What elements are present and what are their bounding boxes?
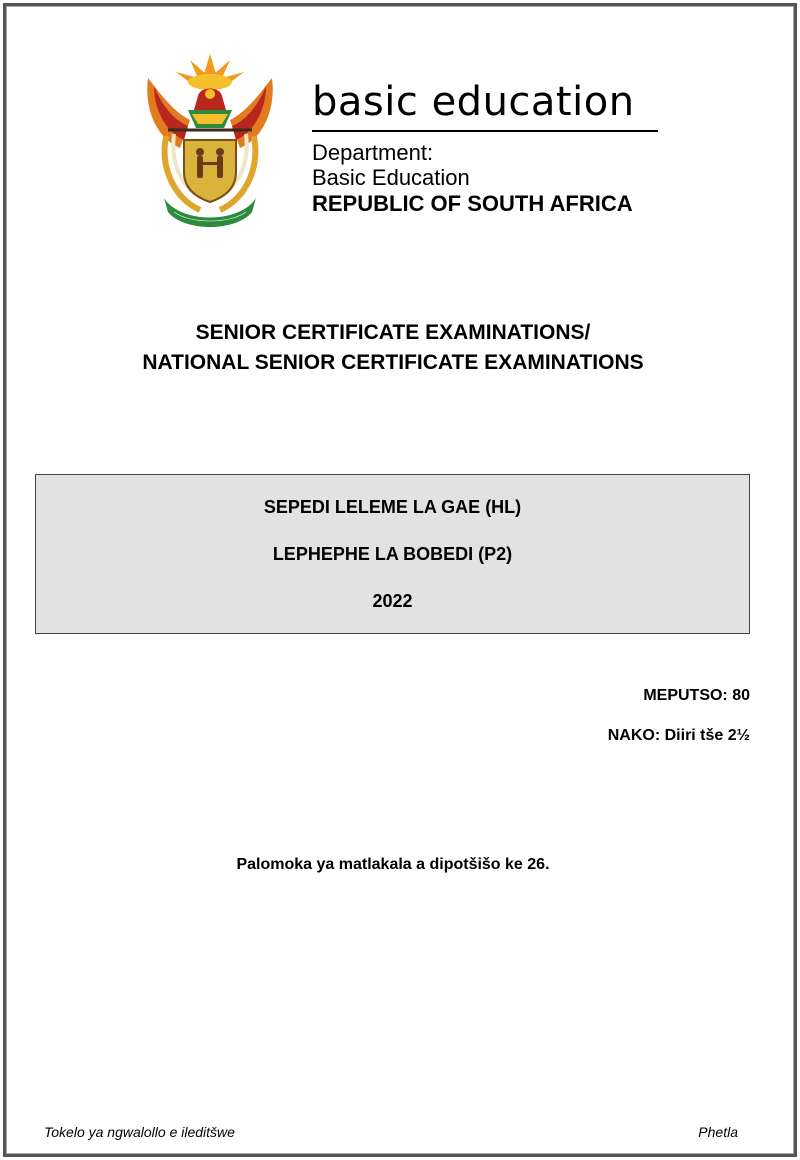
country-name: REPUBLIC OF SOUTH AFRICA: [312, 191, 633, 216]
exam-duration: NAKO: Diiri tše 2½: [607, 727, 750, 744]
department-header: [140, 48, 670, 228]
copyright-notice: Tokelo ya ngwalollo e ileditšwe: [44, 1124, 235, 1140]
brand-rule: [312, 130, 658, 132]
marks-and-time: [608, 676, 750, 756]
brand-title: basic education: [312, 79, 635, 125]
exam-title-line2: NATIONAL SENIOR CERTIFICATE EXAMINATIONS: [142, 351, 644, 374]
paper-number: LEPHEPHE LA BOBEDI (P2): [272, 544, 513, 564]
subject-box: [35, 474, 750, 634]
exam-title: [0, 318, 786, 378]
turn-over-note: Phetla: [698, 1124, 738, 1140]
brand-block: [312, 78, 658, 217]
total-marks: MEPUTSO: 80: [643, 687, 750, 704]
department-name: Basic Education: [312, 165, 470, 190]
exam-year: 2022: [372, 591, 413, 611]
coat-of-arms-logo: [140, 48, 280, 228]
page-count-note: Palomoka ya matlakala a dipotšišo ke 26.: [236, 856, 550, 873]
subject-name: SEPEDI LELEME LA GAE (HL): [263, 497, 522, 517]
exam-title-line1: SENIOR CERTIFICATE EXAMINATIONS/: [195, 321, 591, 344]
department-label: Department:: [312, 140, 434, 165]
